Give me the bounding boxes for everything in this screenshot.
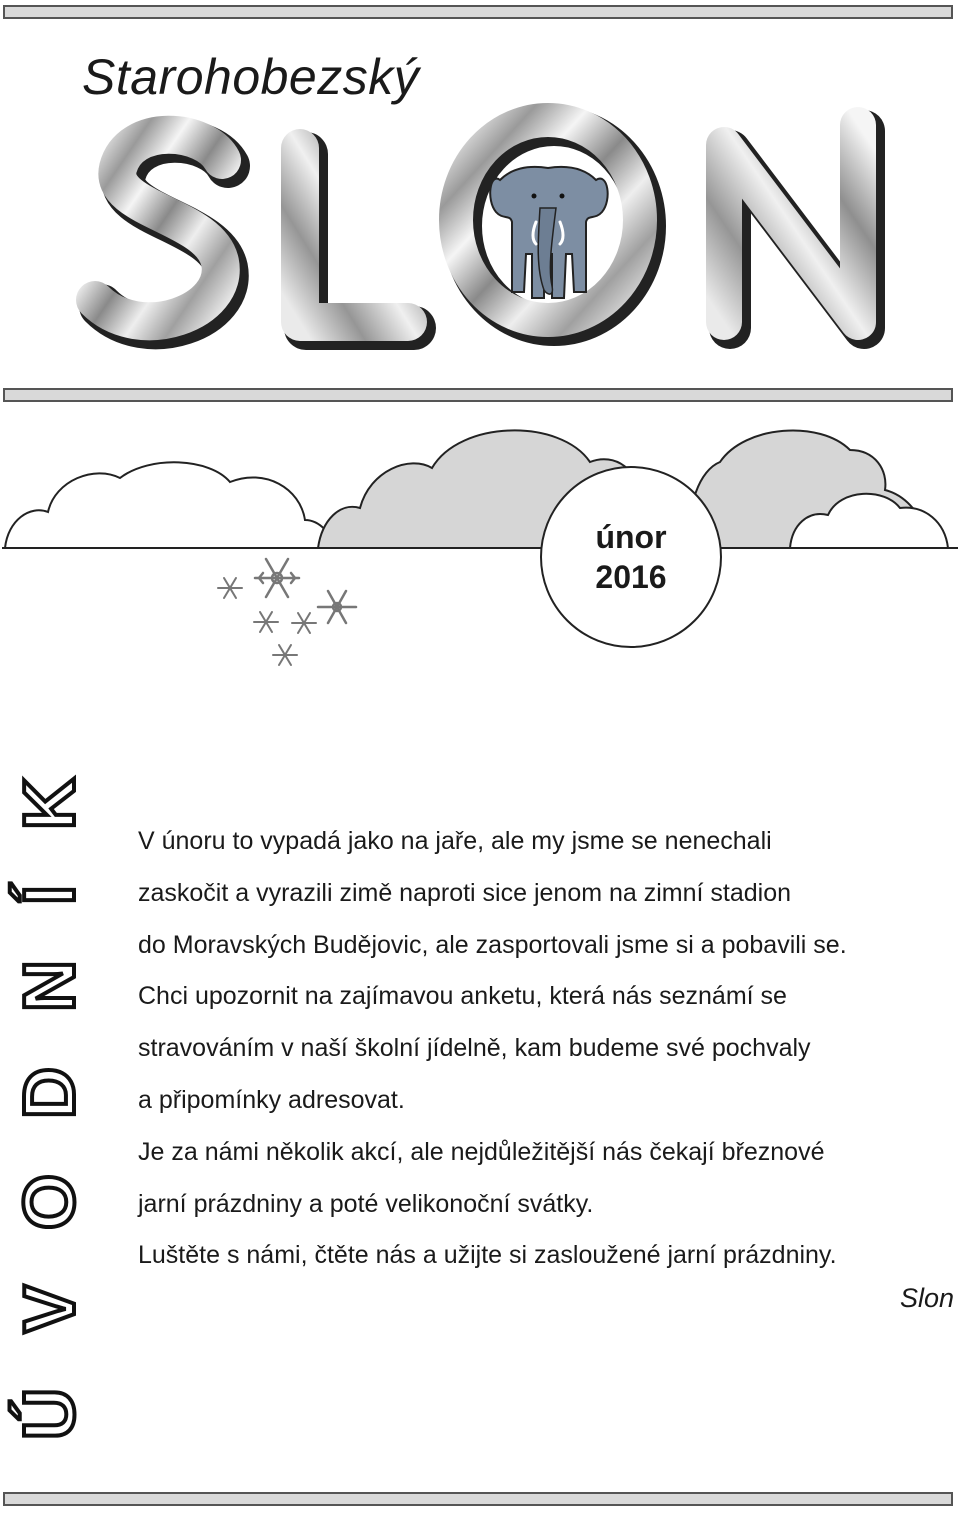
article-line: V únoru to vypadá jako na jaře, ale my jsme se nenechali <box>138 827 772 855</box>
snowflake-icon <box>218 559 356 665</box>
cloud-icon <box>2 430 958 548</box>
section-title-text: ÚVODNÍK <box>10 722 90 1440</box>
article-signature: Slon <box>899 1283 954 1313</box>
bottom-border-bar <box>3 1492 953 1506</box>
article-line: a připomínky adresovat. <box>138 1085 405 1114</box>
article-line: Je za námi několik akcí, ale nejdůležitější nás čekají březnové <box>138 1137 825 1166</box>
issue-date-badge <box>540 466 722 648</box>
section-title-vertical <box>0 680 100 1460</box>
issue-year: 2016 <box>595 559 667 595</box>
winter-scene <box>0 0 960 680</box>
article-body <box>138 816 958 1282</box>
issue-month: únor <box>595 519 667 555</box>
masthead-subtitle: Starohobezský <box>82 49 420 105</box>
article-line: Chci upozornit na zajímavou anketu, která nás seznámí se <box>138 982 787 1011</box>
article-line: stravováním v naší školní jídelně, kam budeme své pochvaly <box>138 1034 811 1063</box>
article-line: zaskočit a vyrazili zimě naproti sice jenom na zimní stadion <box>138 878 792 907</box>
article-line: Luštěte s námi, čtěte nás a užijte si zasloužené jarní prázdniny. <box>138 1241 837 1270</box>
article-line: do Moravských Budějovic, ale zasportovali jsme si a pobavili se. <box>138 930 847 959</box>
masthead-title <box>120 150 123 151</box>
article-line: jarní prázdniny a poté velikonoční svátky. <box>138 1189 594 1218</box>
